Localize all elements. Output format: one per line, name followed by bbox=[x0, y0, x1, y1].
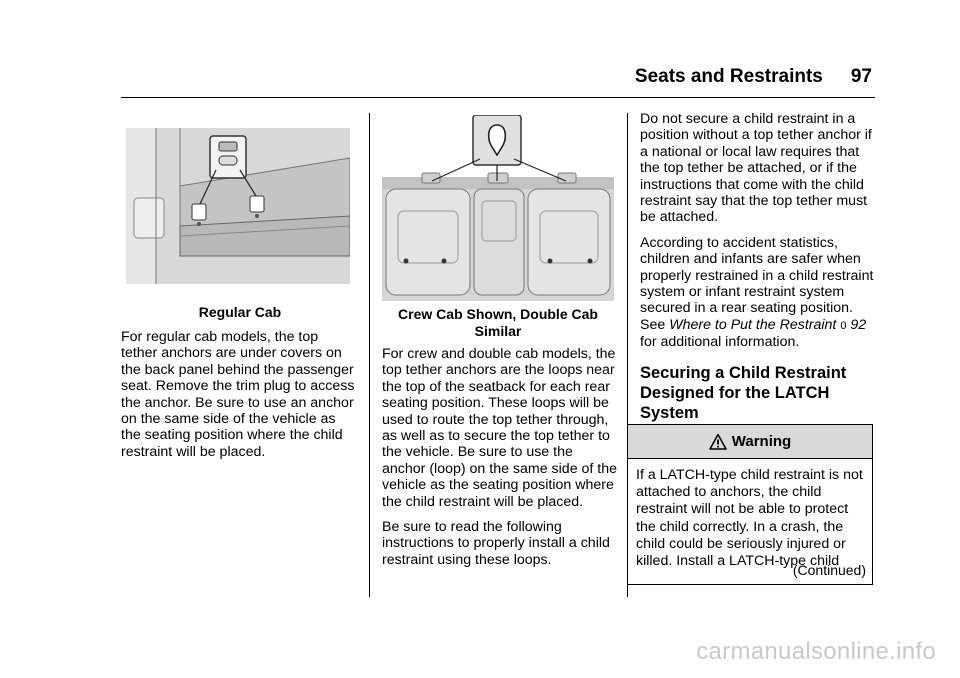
crew-cab-caption bbox=[381, 306, 615, 340]
warning-body: If a LATCH-type child restraint is not attached to anchors, the child restraint will not be able to protect the child correctly. In a crash, the child could be seriously injured or killed. Install a LATCH-type child bbox=[636, 467, 863, 570]
regular-cab-caption bbox=[121, 304, 359, 321]
watermark: carmanualsonline.info bbox=[696, 638, 936, 665]
top-tether-law-paragraph: Do not secure a child restraint in a position without a top tether anchor if a national or local law requires that the top tether be attached, or if the instructions that come with the child restraint say that the top tether must be attached. bbox=[640, 111, 872, 226]
right-column-text bbox=[640, 111, 876, 437]
warning-title: Warning bbox=[731, 433, 792, 450]
column-divider-left bbox=[369, 113, 370, 597]
section-title: Seats and Restraints bbox=[634, 66, 823, 87]
regular-cab-illustration bbox=[126, 128, 350, 284]
crew-cab-caption-line2: Similar bbox=[474, 323, 522, 339]
page-ref-arrow-icon: 0 bbox=[840, 319, 847, 332]
statistics-text: According to accident statistics, children and infants are safer when properly restrained in a child restraint system or infant restraint system secured in a rear seating position. See bbox=[640, 234, 874, 333]
page-ref-number[interactable]: 92 bbox=[850, 316, 867, 333]
regular-cab-paragraph: For regular cab models, the top tether anchors are under covers on the back panel behind the passenger seat. Remove the trim plug to access the anchor. Be sure to use an anchor on the same side of the vehicle as the seating position where the child restraint will be placed. bbox=[121, 329, 355, 460]
crew-cab-paragraph: For crew and double cab models, the top tether anchors are the loops near the top of the seatback for each rear seating position. These loops will be used to route the top tether through, as well as to secure the top tether to the vehicle. Be sure to use the anchor (loop) on the same side of the vehicle as the seating position where the child restraint will be placed. bbox=[382, 346, 618, 510]
accident-statistics-paragraph bbox=[640, 235, 876, 351]
warning-header bbox=[628, 425, 872, 459]
regular-cab-caption-text: Regular Cab bbox=[198, 304, 282, 320]
crew-cab-caption-line1: Crew Cab Shown, Double Cab bbox=[398, 306, 598, 322]
continued-label: (Continued) bbox=[792, 562, 866, 578]
crew-cab-figure bbox=[382, 115, 614, 301]
middle-column-text bbox=[382, 346, 618, 577]
read-instructions-paragraph: Be sure to read the following instructions to properly install a child restraint using these loops. bbox=[382, 519, 610, 568]
warning-triangle-icon bbox=[709, 433, 727, 451]
page-header bbox=[635, 66, 872, 88]
section-heading: Securing a Child Restraint Designed for the LATCH System bbox=[640, 363, 847, 422]
statistics-text-end: for additional information. bbox=[640, 334, 800, 351]
warning-box bbox=[627, 424, 873, 585]
left-column-text bbox=[121, 329, 357, 469]
crew-cab-illustration bbox=[382, 115, 614, 301]
where-to-put-restraint-link[interactable]: Where to Put the Restraint bbox=[669, 316, 837, 333]
page-number: 97 bbox=[850, 66, 872, 87]
header-rule bbox=[121, 97, 875, 98]
regular-cab-figure bbox=[126, 128, 350, 284]
